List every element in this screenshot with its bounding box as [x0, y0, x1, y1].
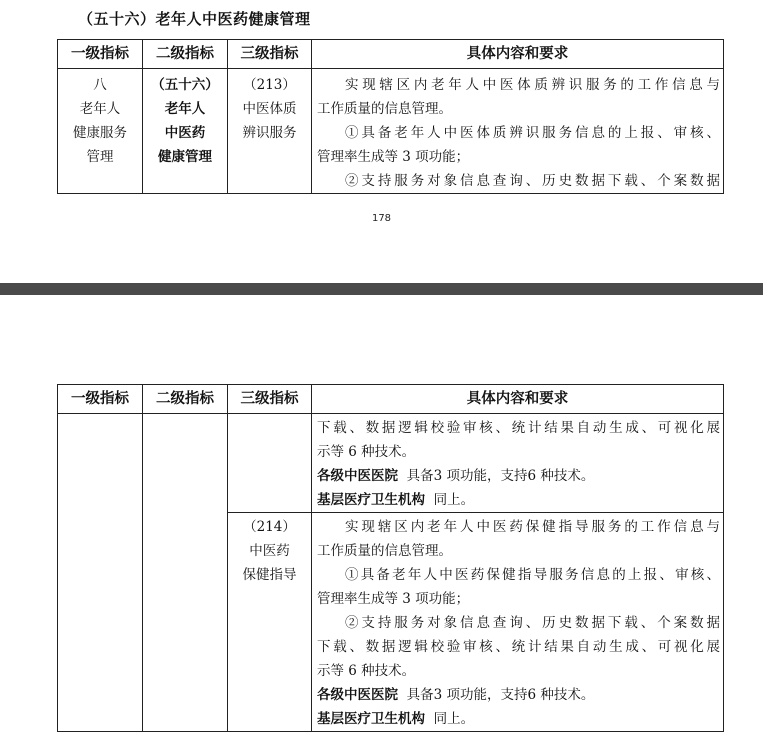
level3-line: 中医药: [249, 543, 290, 559]
level2-line: 中医药: [164, 125, 206, 141]
cell-level1-empty: [58, 414, 143, 732]
content-line: 下载、数据逻辑校验审核、统计结果自动生成、可视化展: [317, 639, 720, 655]
header-content: 具体内容和要求: [312, 385, 724, 414]
page-178: [0, 0, 763, 283]
page-179: [0, 295, 763, 742]
content-line: ②支持服务对象信息查询、历史数据下载、个案数据: [345, 615, 720, 631]
level1-line: 八: [93, 77, 107, 93]
header-level2: 二级指标: [143, 385, 228, 414]
content-line: 实现辖区内老年人中医药保健指导服务的工作信息与: [345, 519, 720, 535]
header-content: 具体内容和要求: [312, 40, 724, 69]
cell-level3: [228, 513, 312, 732]
institution-name: 各级中医医院: [317, 687, 398, 703]
level2-line: 老年人: [164, 101, 206, 117]
cell-content: [312, 513, 724, 732]
institution-text: 具备3 项功能，支持6 种技术。: [406, 687, 595, 703]
content-line: 示等 6 种技术。: [317, 444, 416, 460]
level1-line: 健康服务: [73, 125, 127, 141]
cell-content: [312, 69, 724, 194]
cell-level1: [58, 69, 143, 194]
institution-name: 基层医疗卫生机构: [317, 711, 425, 727]
level1-line: 管理: [86, 149, 114, 165]
content-line: ①具备老年人中医药保健指导服务信息的上报、审核、: [345, 567, 720, 583]
content-line: 管理率生成等 3 项功能；: [317, 149, 470, 165]
header-level1: 一级指标: [58, 385, 143, 414]
level3-line: 保健指导: [242, 567, 297, 583]
institution-line: [317, 464, 720, 488]
table-row: [58, 414, 724, 513]
institution-line: [317, 707, 720, 731]
header-level2: 二级指标: [143, 40, 228, 69]
header-level1: 一级指标: [58, 40, 143, 69]
institution-line: [317, 488, 720, 512]
content-line: 管理率生成等 3 项功能；: [317, 591, 470, 607]
cell-level2: [143, 69, 228, 194]
table-row: [58, 69, 724, 194]
content-line: 工作质量的信息管理。: [317, 543, 452, 559]
page-separator: [0, 283, 763, 295]
header-level3: 三级指标: [228, 40, 312, 69]
level3-line: （214）: [243, 519, 296, 535]
content-line: 实现辖区内老年人中医体质辨识服务的工作信息与: [345, 77, 720, 93]
header-level3: 三级指标: [228, 385, 312, 414]
content-line: ②支持服务对象信息查询、历史数据下载、个案数据: [345, 173, 720, 189]
institution-text: 同上。: [433, 492, 475, 508]
indicator-table-top: [57, 39, 724, 194]
level2-line: （五十六）: [151, 77, 219, 93]
level3-line: 辨识服务: [242, 125, 297, 141]
institution-name: 各级中医医院: [317, 468, 398, 484]
level3-line: 中医体质: [242, 101, 297, 117]
level1-line: 老年人: [79, 101, 121, 117]
cell-content: [312, 414, 724, 513]
table-header-row: [58, 40, 724, 69]
page-number: 178: [371, 213, 392, 224]
institution-text: 具备3 项功能，支持6 种技术。: [406, 468, 595, 484]
content-line: 示等 6 种技术。: [317, 663, 416, 679]
section-heading: （五十六）老年人中医药健康管理: [78, 10, 311, 28]
cell-level3: [228, 69, 312, 194]
level2-line: 健康管理: [158, 149, 212, 165]
content-line: 下载、数据逻辑校验审核、统计结果自动生成、可视化展: [317, 420, 720, 436]
table-header-row: [58, 385, 724, 414]
cell-level3-empty: [228, 414, 312, 513]
cell-level2-empty: [143, 414, 228, 732]
indicator-table-bottom: [57, 384, 724, 732]
institution-text: 同上。: [433, 711, 475, 727]
level3-line: （213）: [243, 77, 296, 93]
institution-line: [317, 683, 720, 707]
content-line: ①具备老年人中医体质辨识服务信息的上报、审核、: [345, 125, 720, 141]
content-line: 工作质量的信息管理。: [317, 101, 452, 117]
institution-name: 基层医疗卫生机构: [317, 492, 425, 508]
